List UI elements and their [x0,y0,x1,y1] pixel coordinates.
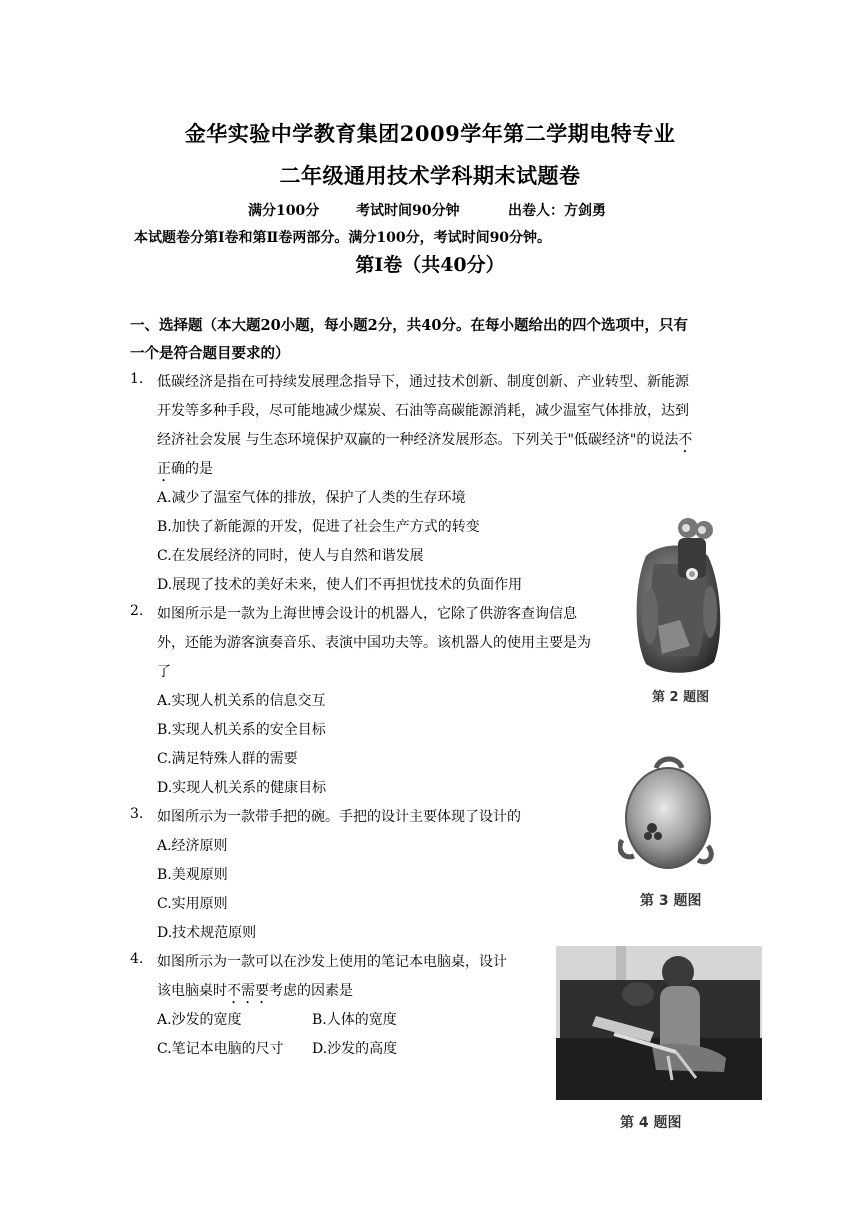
meta-score: 满分100分 [248,203,320,219]
robot-figure [628,516,724,676]
q4-option-b: B.人体的宽度 [312,1012,397,1028]
q1-stem-text: 确的是 [171,461,213,477]
section-heading-line1: 一、选择题（本大题20小题，每小题2分，共40分。在每小题给出的四个选项中，只有 [130,317,688,334]
q4-stem-line: 如图所示为一款可以在沙发上使用的笔记本电脑桌，设计 [157,954,507,970]
bowl-illustration [618,752,714,878]
q1-stem-line-4 [157,458,213,485]
q1-emphasis-not: 不 [678,432,693,448]
q1-stem-text: 经济社会发展 与生态环境保护双赢的一种经济发展形态。下列关于"低碳经济"的说法 [157,432,679,448]
q2-stem-line: 外，还能为游客演奏音乐、表演中国功夫等。该机器人的使用主要是为 [157,635,591,651]
q4-stem-text: 考虑的因素是 [269,983,353,999]
q1-stem-line: 低碳经济是指在可持续发展理念指导下，通过技术创新、制度创新、产业转型、新能源 [157,374,689,390]
q2-option-a: A.实现人机关系的信息交互 [157,693,326,709]
bowl-figure [618,752,714,878]
page-title-line1: 金华实验中学教育集团2009学年第二学期电特专业 [184,121,676,146]
q3-option-c: C.实用原则 [157,896,228,912]
figure-2-caption: 第 2 题图 [652,690,710,705]
q3-option-a: A.经济原则 [157,838,228,854]
question-number-1: 1. [130,371,144,387]
q3-option-d: D.技术规范原则 [157,925,257,941]
q1-option-d: D.展现了技术的美好未来，使人们不再担忧技术的负面作用 [157,577,523,593]
q2-stem-line: 如图所示是一款为上海世博会设计的机器人，它除了供游客查询信息 [157,606,577,622]
q2-option-c: C.满足特殊人群的需要 [157,751,298,767]
laptop-desk-illustration [556,946,762,1100]
figure-3-caption: 第 3 题图 [640,893,702,909]
q4-stem-text: 该电脑桌时 [157,983,227,999]
q1-stem-line-3 [157,429,692,456]
q2-stem-line: 了 [157,664,171,680]
q1-option-b: B.加快了新能源的开发，促进了社会生产方式的转变 [157,519,480,535]
page-title-line2: 二年级通用技术学科期末试题卷 [279,163,581,188]
q3-stem-line: 如图所示为一款带手把的碗。手把的设计主要体现了设计的 [157,809,521,825]
q4-stem-line-2 [157,980,353,1007]
q1-option-c: C.在发展经济的同时，使人与自然和谐发展 [157,548,424,564]
q3-option-b: B.美观原则 [157,867,228,883]
robot-illustration [628,516,724,676]
figure-4-caption: 第 4 题图 [620,1115,682,1131]
q1-stem-line: 开发等多种手段，尽可能地减少煤炭、石油等高碳能源消耗，减少温室气体排放，达到 [157,403,689,419]
q4-option-c: C.笔记本电脑的尺寸 [157,1041,284,1057]
laptop-desk-figure [556,946,762,1100]
meta-time: 考试时间90分钟 [356,203,460,219]
question-number-3: 3. [130,806,144,822]
q4-option-d: D.沙发的高度 [312,1041,398,1057]
exam-intro: 本试题卷分第Ⅰ卷和第Ⅱ卷两部分。满分100分，考试时间90分钟。 [134,230,552,246]
question-number-2: 2. [130,603,144,619]
q4-option-a: A.沙发的宽度 [157,1012,242,1028]
q2-option-b: B.实现人机关系的安全目标 [157,722,326,738]
q1-option-a: A.减少了温室气体的排放，保护了人类的生存环境 [157,490,466,506]
volume-title: 第I卷（共40分） [355,254,505,276]
question-number-4: 4. [130,951,144,967]
q1-emphasis-correct: 正 [157,461,171,477]
meta-author: 出卷人：方剑勇 [508,203,606,219]
q4-emphasis: 不需要 [227,983,269,999]
q2-option-d: D.实现人机关系的健康目标 [157,780,327,796]
section-heading-line2: 一个是符合题目要求的） [130,345,290,362]
